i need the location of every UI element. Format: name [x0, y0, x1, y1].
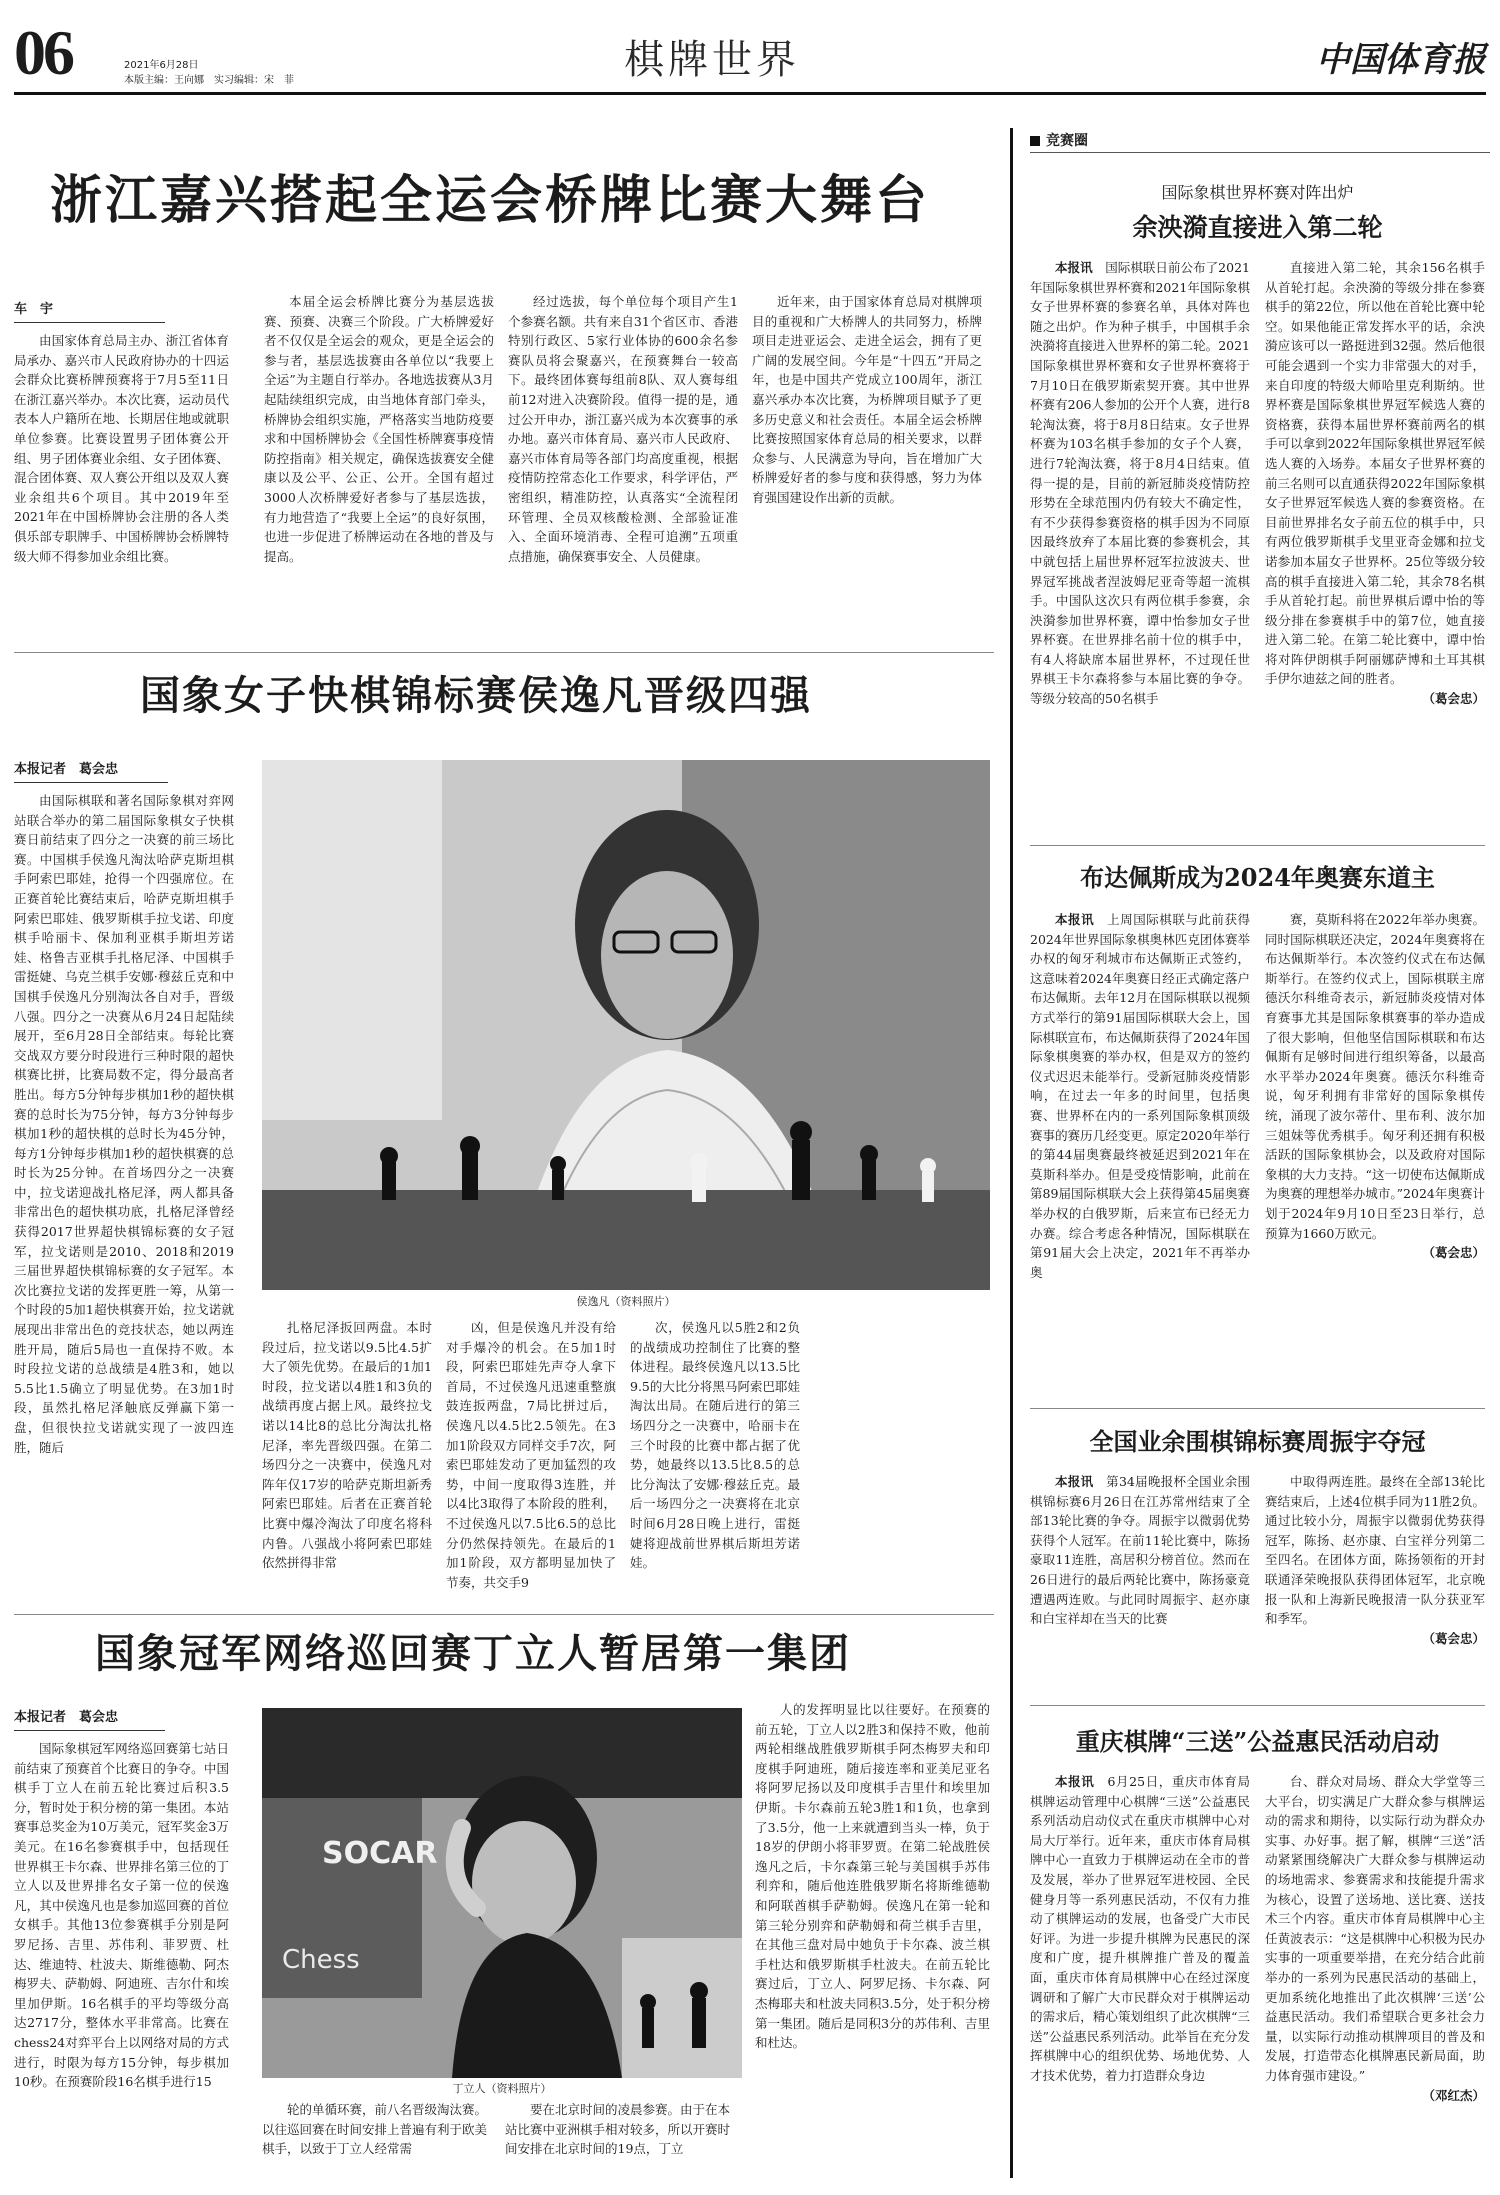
article1-col2: [264, 292, 494, 637]
section-tag: [1030, 130, 1088, 150]
rail4-col2: [1265, 1772, 1485, 2182]
rail3-text-2: 中取得两连胜。最终在全部13轮比赛结束后，上述4位棋手同为11胜2负。通过比较小分，周振宇以微弱优势获得冠军，陈扬、赵亦康、白宝祥分列第二至四名。在团体方面，陈扬领衔的开封联通泽荣晚报队获得团体冠军，北京晚报一队和上海新民晚报清一队分获亚军和季军。: [1265, 1474, 1485, 1627]
article1-text-2: 本届全运会桥牌比赛分为基层选拔赛、预赛、决赛三个阶段。广大桥牌爱好者不仅仅是全运会的观众，更是全运会的参与者，基层选拔赛由各单位以“我要上全运”为主题自行举办。各地选拔赛从3月起陆续组织完成，由当地体育部门牵头，桥牌协会组织实施，严格落实当地防疫要求和中国桥牌协会《全国性桥牌赛事疫情防控指南》相关规定，确保选拔赛安全健康以及公平、公正、公开。全国有超过3000人次桥牌爱好者参与了基层选拔，有力地营造了“我要上全运”的良好氛围，也进一步促进了桥牌运动在各地的普及与提高。: [264, 294, 494, 564]
rail-separator: [1030, 1705, 1485, 1706]
rail2-text-1: 上周国际棋联与此前获得2024年世界国际象棋奥林匹克团体赛举办权的匈牙利城市布达佩斯正式签约，这意味着2024年奥赛日经正式确定落户布达佩斯。去年12月在国际棋联以视频方式举行的第91届国际棋联大会上，国际棋联宣布，布达佩斯获得了2024年国际象棋奥赛的举办权，但是双方的签约仪式迟迟未能举行。受新冠肺炎疫情影响，在过去一年多的时间里，包括奥赛、世界杯在内的一系列国际象棋顶级赛事的赛历几经变更。原定2020年举行的第44届奥赛最终被延迟到2021年在莫斯科举办。但是受疫情影响，此前在第89届国际棋联大会上获得第45届奥赛举办权的白俄罗斯，后来宣布已经无力办赛。综合考虑各种情况，国际棋联在第91届大会上决定，2021年不再举办奥: [1030, 912, 1250, 1280]
masthead-meta: [124, 58, 294, 88]
masthead: [14, 17, 1486, 94]
rail1-title: 余泱漪直接进入第二轮: [1132, 213, 1383, 242]
rail3-credit: （葛会忠）: [1422, 1630, 1485, 1646]
rail-separator: [1030, 845, 1485, 846]
article1-col4: [752, 292, 982, 637]
article2-text-2: 扎格尼泽扳回两盘。本时段过后，拉戈诺以9.5比4.5扩大了领先优势。在最后的1加1时段，拉戈诺以4胜1和3负的战绩再度占据上风。最终拉戈诺以14比8的总比分淘汰扎格尼泽，率先晋级四强。在第二场四分之一决赛中，侯逸凡对阵年仅17岁的哈萨克斯坦新秀阿索巴耶娃。后者在正赛首轮比赛中爆冷淘汰了印度名将科内鲁。八强战小将阿索巴耶娃依然拼得非常: [262, 1320, 432, 1571]
article1-text-4: 近年来，由于国家体育总局对棋牌项目的重视和广大桥牌人的共同努力，桥牌项目走进亚运会、走进全运会，拥有了更广阔的发展空间。今年是“十四五”开局之年，也是中国共产党成立100周年，浙江嘉兴承办本次比赛，为桥牌项目赋予了更多历史意义和社会责任。本届全运会桥牌比赛按照国家体育总局的相关要求，以群众参与、人民满意为导向，旨在增加广大桥牌爱好者的参与度和获得感，努力为体育强国建设作出新的贡献。: [752, 294, 982, 505]
article2-text-3: 凶，但是侯逸凡并没有给对手爆冷的机会。在5加1时段，阿索巴耶娃先声夺人拿下首局，不过侯逸凡迅速重整旗鼓连扳两盘，7局比拼过后，侯逸凡以4.5比2.5领先。在3加1阶段双方同样交手7次，阿索巴耶娃发动了更加猛烈的攻势，中间一度取得3连胜，并以4比3取得了本阶段的胜利，不过侯逸凡以7.5比6.5的总比分仍然保持领先。在最后的1加1阶段，双方都明显加快了节奏，共交手9: [446, 1320, 616, 1590]
rail3-col1: [1030, 1472, 1250, 1702]
article1-byline: 车 宇: [14, 300, 229, 323]
article-separator: [14, 1614, 994, 1615]
article3-text-2: 轮的单循环赛，前八名晋级淘汰赛。以往巡回赛在时间安排上普遍有利于欧美棋手，以致于丁立人经常需: [262, 2102, 487, 2157]
chess-sign-text: Chess: [282, 1945, 360, 1975]
article3-photo: [262, 1708, 742, 2078]
article2-text-1: 由国际棋联和著名国际象棋对弈网站联合举办的第二届国际象棋女子快棋赛日前结束了四分之一决赛的前三场比赛。中国棋手侯逸凡淘汰哈萨克斯坦棋手阿索巴耶娃，抢得一个四强席位。在正赛首轮比赛结束后，哈萨克斯坦棋手阿索巴耶娃、俄罗斯棋手拉戈诺、印度棋手哈丽卡、保加利亚棋手斯坦芳诺娃、格鲁吉亚棋手扎格尼泽、中国棋手雷挺婕、乌克兰棋手安娜·穆兹丘克和中国棋手侯逸凡分别淘汰各自对手，晋级八强。四分之一决赛从6月24日起陆续展开，至6月28日全部结束。每轮比赛交战双方要分时段进行三种时限的超快棋赛比拼，比赛局数不定，得分最高者胜出。每方5分钟每步棋加1秒的超快棋赛的总时长为75分钟，每方3分钟每步棋加1秒的超快棋的总时长为45分钟，每方1分钟每步棋加1秒的超快棋赛的总时长为25分钟。在首场四分之一决赛中，拉戈诺迎战扎格尼泽，两人都具备非常出色的超快棋功底，扎格尼泽曾经获得2017世界超快棋锦标赛的女子冠军，拉戈诺则是2010、2018和2019三届世界超快棋锦标赛的女子冠军。本次比赛拉戈诺的发挥更胜一筹，从第一个时段的5加1超快棋赛开始，拉戈诺就展现出非常出色的竞技状态，她以两连胜开局，随后5局也一直保持不败。本时段拉戈诺的总战绩是4胜3和，她以5.5比1.5确立了明显优势。在3加1时段，虽然扎格尼泽触底反弹赢下第一盘，但很快拉戈诺就实现了一波四连胜，随后: [14, 793, 234, 1455]
article1-col1: [14, 300, 229, 640]
rail1-col1: [1030, 258, 1250, 838]
article2-col2: [262, 1318, 432, 1618]
rail2-text-2: 赛，莫斯科将在2022年举办奥赛。同时国际棋联还决定，2024年奥赛将在布达佩斯举行。本次签约仪式在布达佩斯举行。在签约仪式上，国际棋联主席德沃尔科维奇表示，新冠肺炎疫情对体育赛事尤其是国际象棋赛事的举办造成了很大影响，但他坚信国际棋联和布达佩斯有足够时间进行组织筹备，以最高水平举办2024年奥赛。德沃尔科维奇说，匈牙利拥有非常好的国际象棋传统，涌现了波尔蒂什、里布利、波尔加三姐妹等优秀棋手。匈牙利还拥有积极活跃的国际象棋协会，以及政府对国际象棋的大力支持。“这一切使布达佩斯成为奥赛的理想举办城市。”2024年奥赛计划于2024年9月10日至23日举行，总预算为1660万欧元。: [1265, 912, 1485, 1241]
rail4-credit: （邓红杰）: [1422, 2087, 1485, 2103]
rail3-title: 全国业余围棋锦标赛周振宇夺冠: [1089, 1427, 1426, 1456]
article1-text-3: 经过选拔，每个单位每个项目产生1个参赛名额。共有来自31个省区市、香港特别行政区、5家行业体协的600余名参赛队员将会聚嘉兴，在预赛舞台一较高下。最终团体赛每组前8队、双人赛每组前12对进入决赛阶段。值得一提的是，通过公开申办，浙江嘉兴成为本次赛事的承办地。嘉兴市体育局、嘉兴市人民政府、嘉兴市体育局等各部门均高度重视，根据疫情防控常态化工作要求，科学评估，严密组织，精准防控，认真落实“全流程闭环管理、全员双核酸检测、全部验证准入、全面环境消毒、全程可追溯”五项重点措施，确保赛事安全、人员健康。: [508, 294, 738, 564]
rail3-col2: [1265, 1472, 1485, 1702]
rail4-lead: 本报讯: [1055, 1774, 1095, 1789]
rail-divider: [1010, 128, 1013, 2178]
rail1-credit: （葛会忠）: [1422, 691, 1485, 707]
article2-col4: [630, 1318, 800, 1618]
article3-col2: [262, 2100, 487, 2185]
article3-col3: [505, 2100, 730, 2185]
editor-credits: 本版主编：王向娜 实习编辑：宋 菲: [124, 75, 294, 86]
chess-player-man-image: [262, 1708, 742, 2078]
rail1-lead: 本报讯: [1055, 260, 1093, 275]
article1-col3: [508, 292, 738, 637]
tag-square-icon: [1030, 136, 1040, 146]
rail4-text-1: 6月25日，重庆市体育局棋牌运动管理中心棋牌“三送”公益惠民系列活动启动仪式在重庆市棋牌中心对局大厅举行。近年来，重庆市体育局棋牌中心一直致力于棋牌运动在全市的普及发展，举办了世界冠军进校园、全民健身月等一系列惠民活动，不仅有力推动了棋牌运动的发展，也备受广大市民好评。为进一步提升棋牌为民惠民的深度和广度，提升棋牌推广普及的覆盖面，重庆市体育局棋牌中心在经过深度调研和了解广大市民群众对于棋牌运动的需求后，精心策划组织了此次棋牌“三送”公益惠民系列活动。此举旨在充分发挥棋牌中心的组织优势、场地优势、人才技术优势，着力打造群众身边: [1030, 1774, 1250, 2083]
rail4-text-2: 台、群众对局场、群众大学堂等三大平台，切实满足广大群众参与棋牌运动的需求和期待，以实际行动为群众办实事、办好事。据了解，棋牌“三送”活动紧紧围绕解决广大群众参与棋牌运动的场地需求、参赛需求和技能提升需求为核心，设置了送场地、送比赛、送技术三个内容。重庆市体育局棋牌中心主任黄波表示：“这是棋牌中心积极为民办实事的一项重要举措，在充分结合此前举办的一系列为民惠民活动的基础上，更加系统化地推出了此次棋牌‘三送’公益惠民活动。我们希望联合更多社会力量，以实际行动推动棋牌项目的普及和发展，打造带态化棋牌惠民新局面，助力体育强市建设。”: [1265, 1774, 1485, 2083]
rail3-lead: 本报讯: [1055, 1474, 1094, 1489]
article2-byline: 本报记者 葛会忠: [14, 760, 234, 783]
section-tag-label: 竞赛圈: [1046, 133, 1088, 149]
rail1-text-1: 国际棋联日前公布了2021年国际象棋世界杯赛和2021年国际象棋女子世界杯赛的参赛名单，具体对阵也随之出炉。作为种子棋手，中国棋手余泱漪将直接进入世界杯的第二轮。2021国际象棋世界杯赛和女子世界杯赛将于7月10日在俄罗斯索契开赛。其中世界杯赛有206人参加的公开个人赛，进行8轮淘汰赛，将于8月8日结束。女子世界杯赛为103名棋手参加的女子个人赛，进行7轮淘汰赛，将于8月4日结束。值得一提的是，目前的新冠肺炎疫情防控形势在全球范围内仍有较大不确定性，有不少获得参赛资格的棋手因为不同原因最终放弃了本届比赛的参赛机会，其中就包括上届世界杯冠军拉波波夫、世界冠军挑战者涅波姆尼亚奇等超一流棋手。中国队这次只有两位棋手参赛，余泱漪参加世界杯赛，谭中怡参加女子世界杯赛。在世界排名前十位的棋手中，有4人将缺席本届世界杯，不过现任世界棋王卡尔森将参与本届比赛的争夺。等级分较高的50名棋手: [1030, 260, 1250, 707]
rail4-col1: [1030, 1772, 1250, 2182]
rail-separator: [1030, 1408, 1485, 1409]
rail3-text-1: 第34届晚报杯全国业余围棋锦标赛6月26日在江苏常州结束了全部13轮比赛的争夺。周振宇以微弱优势获得个人冠军。在前11轮比赛中，陈扬豪取11连胜，高居积分榜首位。然而在26日进行的最后两轮比赛中，陈扬豪竟遭遇两连败。与此同时周振宇、赵亦康和白宝祥却在当天的比赛: [1030, 1474, 1250, 1627]
article2-photo-caption: 侯逸凡（资料照片）: [576, 1295, 676, 1308]
article2-col3: [446, 1318, 616, 1618]
article3-text-4: 人的发挥明显比以往要好。在预赛的前五轮，丁立人以2胜3和保持不败，他前两轮相继战胜俄罗斯棋手阿杰梅罗夫和印度棋手阿迪班，随后接连率和亚美尼亚名将阿罗尼扬以及印度棋手吉里什和埃里加伊斯。卡尔森前五轮3胜1和1负，也拿到了3.5分，他一上来就遭到当头一棒，负于18岁的伊朗小将菲罗贾。在第二轮战胜侯逸凡之后，卡尔森第三轮与美国棋手苏伟利弈和，随后他连胜俄罗斯名将斯维德勒和阿联酋棋手萨勒姆。侯逸凡在第一轮和第三轮分别弈和萨勒姆和荷兰棋手吉里，在其他三盘对局中她负于卡尔森、波兰棋手杜达和俄罗斯棋手杜波夫。在前五轮比赛过后，丁立人、阿罗尼扬、卡尔森、阿杰梅耶夫和杜波夫同积3.5分，处于积分榜第一集团。随后是同积3分的苏伟利、吉里和杜达。: [755, 1702, 990, 2051]
article3-text-3: 要在北京时间的凌晨参赛。由于在本站比赛中亚洲棋手相对较多，所以开赛时间安排在北京时间的19点，丁立: [505, 2102, 730, 2157]
article3-col1: [14, 1708, 229, 2183]
article1-headline: 浙江嘉兴搭起全运会桥牌比赛大舞台: [50, 170, 931, 231]
article2-headline: 国象女子快棋锦标赛侯逸凡晋级四强: [140, 672, 812, 719]
chess-player-woman-image: [262, 760, 990, 1290]
rail2-col1: [1030, 910, 1250, 1400]
article2-photo: [262, 760, 990, 1290]
article-separator: [14, 652, 994, 653]
rail2-title: 布达佩斯成为2024年奥赛东道主: [1080, 863, 1435, 892]
newspaper-logo: 中国体育报: [1316, 40, 1486, 80]
socar-sign-text: SOCAR: [322, 1836, 438, 1871]
issue-date: 2021年6月28日: [124, 60, 199, 71]
rail1-text-2: 直接进入第二轮，其余156名棋手从首轮打起。余泱漪的等级分排在参赛棋手的第22位，所以他在首轮比赛中轮空。如果他能正常发挥水平的话，余泱漪应该可以一路挺进到32强。然后他很可能会遇到一个实力非常强大的对手，来自印度的特级大师哈里克利斯纳。世界杯赛是国际象棋世界冠军候选人赛的资格赛，获得本届世界杯赛前两名的棋手可以拿到2022年国际象棋世界冠军候选人赛的入场券。本届女子世界杯赛的前三名则可以直通获得2022年国际象棋女子世界冠军候选人赛的参赛资格。在目前世界排名女子前五位的棋手中，只有两位俄罗斯棋手戈里亚奇金娜和拉戈诺参加本届女子世界杯。25位等级分较高的棋手直接进入第二轮，其余78名棋手从首轮打起。前世界棋后谭中怡的等级分排在参赛棋手中的第7位，她直接进入第二轮。在第二轮比赛中，谭中怡将对阵伊朗棋手阿丽娜萨博和土耳其棋手伊尔迪兹之间的胜者。: [1265, 260, 1485, 687]
article3-photo-caption: 丁立人（资料照片）: [452, 2082, 552, 2095]
rail2-lead: 本报讯: [1055, 912, 1095, 927]
article3-byline: 本报记者 葛会忠: [14, 1708, 229, 1731]
article1-text-1: 由国家体育总局主办、浙江省体育局承办、嘉兴市人民政府协办的十四运会群众比赛桥牌预赛将于7月5至11日在浙江嘉兴举办。本次比赛，运动员代表本人户籍所在地、长期居住地或就职单位参赛。比赛设置男子团体赛公开组、男子团体赛业余组、女子团体赛、混合团体赛、双人赛公开组以及双人赛业余组共6个项目。其中2019年至2021年在中国桥牌协会注册的各人类俱乐部专职牌手、中国桥牌协会桥牌特级大师不得参加业余组比赛。: [14, 333, 229, 564]
rail2-credit: （葛会忠）: [1422, 1245, 1485, 1261]
rail4-title: 重庆棋牌“三送”公益惠民活动启动: [1075, 1727, 1440, 1756]
rail1-kicker: 国际象棋世界杯赛对阵出炉: [1161, 183, 1354, 202]
rail2-col2: [1265, 910, 1485, 1400]
masthead-rule: [14, 92, 1486, 95]
article3-text-1: 国际象棋冠军网络巡回赛第七站日前结束了预赛首个比赛日的争夺。中国棋手丁立人在前五轮比赛过后积3.5分，暂时处于积分榜的第一集团。本站赛事总奖金为10万美元，冠军奖金3万美元。在16名参赛棋手中，包括现任世界棋王卡尔森、世界排名第三位的丁立人以及世界排名女子第一位的侯逸凡，其中侯逸凡也是参加巡回赛的首位女棋手。其他13位参赛棋手分别是阿罗尼扬、吉里、苏伟利、菲罗贾、杜达、维迪特、杜波夫、斯维德勒、阿杰梅罗夫、萨勒姆、阿迪班、吉尔什和埃里加伊斯。16名棋手的平均等级分高达2717分，整体水平非常高。比赛在chess24对弈平台上以网络对局的方式进行，时限为每方15分钟，每步棋加10秒。在预赛阶段16名棋手进行15: [14, 1741, 229, 2090]
section-title: 棋牌世界: [624, 37, 800, 83]
article3-headline: 国象冠军网络巡回赛丁立人暂居第一集团: [95, 1630, 851, 1677]
page-number: 06: [14, 17, 72, 88]
rail1-col2: [1265, 258, 1485, 838]
rail-tag-rule: [1030, 152, 1490, 153]
article3-col4: [755, 1700, 990, 2185]
article2-text-4: 次，侯逸凡以5胜2和2负的战绩成功控制住了比赛的整体进程。最终侯逸凡以13.5比9.5的大比分将黑马阿索巴耶娃淘汰出局。在随后进行的第三场四分之一决赛中，哈丽卡在三个时段的比赛中都占据了优势，她最终以13.5比8.5的总比分淘汰了安娜·穆兹丘克。最后一场四分之一决赛将在北京时间6月28日晚上进行，雷挺婕将迎战前世界棋后斯坦芳诺娃。: [630, 1320, 800, 1571]
